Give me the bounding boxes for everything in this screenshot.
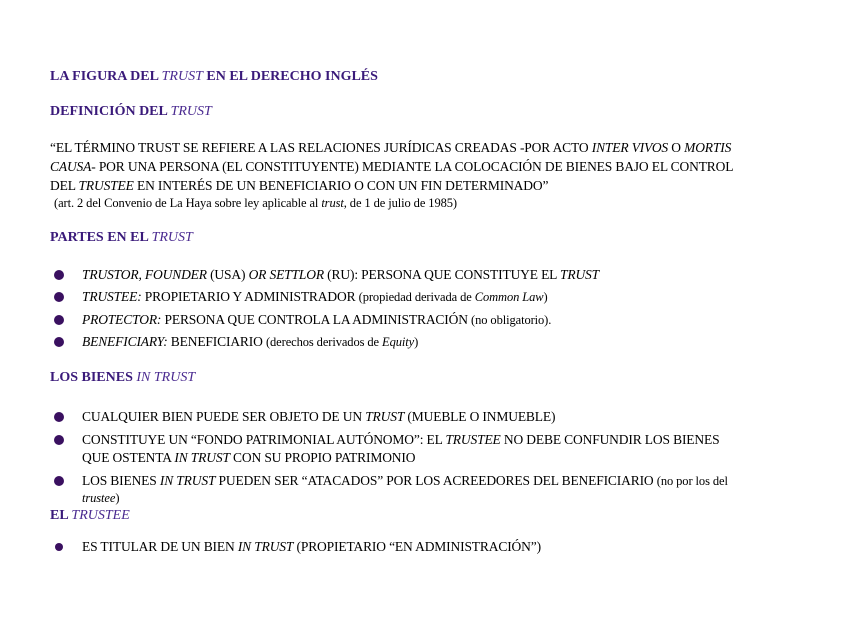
trustee-heading: EL TRUSTEE xyxy=(50,508,130,523)
bullet-icon xyxy=(54,315,64,325)
definition-heading: DEFINICIÓN DEL TRUST xyxy=(50,104,212,119)
goods-heading: LOS BIENES IN TRUST xyxy=(50,370,196,385)
definition-source: (art. 2 del Convenio de La Haya sobre ley aplicable al trust, de 1 de julio de 1985) xyxy=(54,196,457,210)
parts-item-trustee: TRUSTEE: PROPIETARIO Y ADMINISTRADOR (propiedad derivada de Common Law) xyxy=(82,289,548,304)
parts-item-protector: PROTECTOR: PERSONA QUE CONTROLA LA ADMINISTRACIÓN (no obligatorio). xyxy=(82,312,552,327)
goods-item-2-line-2: QUE OSTENTA IN TRUST CON SU PROPIO PATRIMONIO xyxy=(82,450,416,465)
bullet-icon xyxy=(54,270,64,280)
parts-heading: PARTES EN EL TRUST xyxy=(50,230,193,245)
goods-item-1: CUALQUIER BIEN PUEDE SER OBJETO DE UN TRUST (MUEBLE O INMUEBLE) xyxy=(82,409,556,424)
goods-item-3-line-2: trustee) xyxy=(82,491,120,505)
parts-item-trustor: TRUSTOR, FOUNDER (USA) OR SETTLOR (RU): PERSONA QUE CONSTITUYE EL TRUST xyxy=(82,267,600,282)
definition-line-3: DEL TRUSTEE EN INTERÉS DE UN BENEFICIARIO O CON UN FIN DETERMINADO” xyxy=(50,178,549,193)
bullet-icon xyxy=(54,476,64,486)
main-heading: LA FIGURA DEL TRUST EN EL DERECHO INGLÉS xyxy=(50,69,378,84)
bullet-icon xyxy=(55,543,63,551)
goods-item-2-line-1: CONSTITUYE UN “FONDO PATRIMONIAL AUTÓNOMO”: EL TRUSTEE NO DEBE CONFUNDIR LOS BIENES xyxy=(82,432,720,447)
definition-line-1: “EL TÉRMINO TRUST SE REFIERE A LAS RELACIONES JURÍDICAS CREADAS -POR ACTO INTER VIVOS O MORTIS xyxy=(50,140,732,155)
parts-item-beneficiary: BENEFICIARY: BENEFICIARIO (derechos derivados de Equity) xyxy=(82,334,419,349)
bullet-icon xyxy=(54,435,64,445)
bullet-icon xyxy=(54,412,64,422)
bullet-icon xyxy=(54,337,64,347)
bullet-icon xyxy=(54,292,64,302)
trustee-item-1: ES TITULAR DE UN BIEN IN TRUST (PROPIETARIO “EN ADMINISTRACIÓN”) xyxy=(82,539,541,554)
definition-line-2: CAUSA- POR UNA PERSONA (EL CONSTITUYENTE) MEDIANTE LA COLOCACIÓN DE BIENES BAJO EL CONTROL xyxy=(50,159,734,174)
goods-item-3-line-1: LOS BIENES IN TRUST PUEDEN SER “ATACADOS” POR LOS ACREEDORES DEL BENEFICIARIO (no por los del xyxy=(82,473,728,488)
